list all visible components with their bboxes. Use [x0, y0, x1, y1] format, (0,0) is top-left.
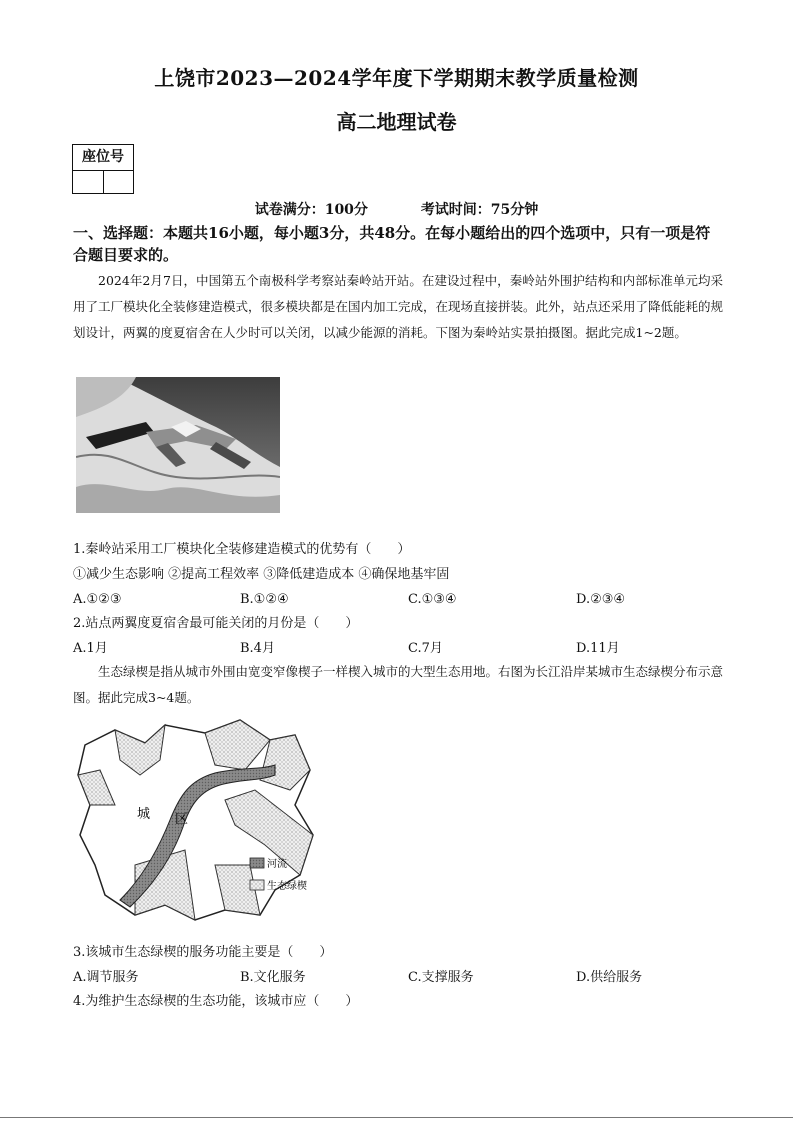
seat-number-box: [72, 144, 134, 194]
question-3-stem: 3.该城市生态绿楔的服务功能主要是（ ）: [73, 945, 333, 960]
section-heading: 一、选择题：本题共16小题，每小题3分，共48分。在每小题给出的四个选项中，只有一项是符合题目要求的。: [73, 224, 711, 264]
seat-number-label: 座位号: [73, 145, 133, 171]
exam-title: 上饶市2023—2024学年度下学期期末教学质量检测: [154, 66, 639, 90]
q3-option-b[interactable]: B.文化服务: [240, 970, 306, 985]
green-wedge-map: [75, 715, 318, 925]
map-city-label-1: 城: [137, 807, 151, 822]
full-score: 试卷满分：100分: [254, 202, 368, 218]
exam-meta: [0, 199, 793, 219]
seat-cell: [104, 170, 134, 193]
green-wedge-map-graphic: [75, 715, 318, 925]
q1-option-b[interactable]: B.①②④: [240, 592, 289, 607]
q1-option-d[interactable]: D.②③④: [576, 592, 626, 607]
passage-2: 生态绿楔是指从城市外围由宽变窄像楔子一样楔入城市的大型生态用地。右图为长江沿岸某城市生态绿楔分布示意图。据此完成3~4题。: [73, 664, 724, 705]
map-city-label-2: 区: [175, 812, 189, 827]
legend-river-label: 河流: [267, 859, 287, 870]
passage-1: 2024年2月7日，中国第五个南极科学考察站秦岭站开站。在建设过程中，秦岭站外围护结构和内部标准单元均采用了工厂模块化全装修建造模式，很多模块都是在国内加工完成，在现场直接拼装。此外，站点还采用了降低能耗的规划设计，两翼的度夏宿舍在人少时可以关闭，以减少能源的消耗。下图为秦岭站实景拍摄图。据此完成1~2题。: [73, 273, 724, 340]
question-4-stem: 4.为维护生态绿楔的生态功能，该城市应（ ）: [73, 994, 359, 1009]
legend-wedge-label: 生态绿楔: [267, 881, 307, 892]
question-1-stem: 1.秦岭站采用工厂模块化全装修建造模式的优势有（ ）: [73, 542, 411, 557]
q2-option-a[interactable]: A.1月: [73, 641, 108, 656]
page-bottom-rule: [0, 1117, 793, 1118]
station-photo: [76, 377, 280, 513]
exam-time: 考试时间：75分钟: [420, 202, 539, 218]
question-1-statements: ①减少生态影响 ②提高工程效率 ③降低建造成本 ④确保地基牢固: [73, 567, 450, 582]
question-2-stem: 2.站点两翼度夏宿舍最可能关闭的月份是（ ）: [73, 616, 359, 631]
q3-option-c[interactable]: C.支撑服务: [408, 970, 474, 985]
station-photo-graphic: [76, 377, 280, 513]
legend-river-swatch: [250, 858, 264, 868]
q3-option-d[interactable]: D.供给服务: [576, 970, 643, 985]
q2-option-b[interactable]: B.4月: [240, 641, 275, 656]
q1-option-a[interactable]: A.①②③: [73, 592, 122, 607]
legend-wedge-swatch: [250, 880, 264, 890]
seat-cell: [73, 170, 104, 193]
exam-subtitle: 高二地理试卷: [336, 110, 457, 134]
q2-option-d[interactable]: D.11月: [576, 641, 620, 656]
q1-option-c[interactable]: C.①③④: [408, 592, 457, 607]
q3-option-a[interactable]: A.调节服务: [73, 970, 139, 985]
q2-option-c[interactable]: C.7月: [408, 641, 443, 656]
